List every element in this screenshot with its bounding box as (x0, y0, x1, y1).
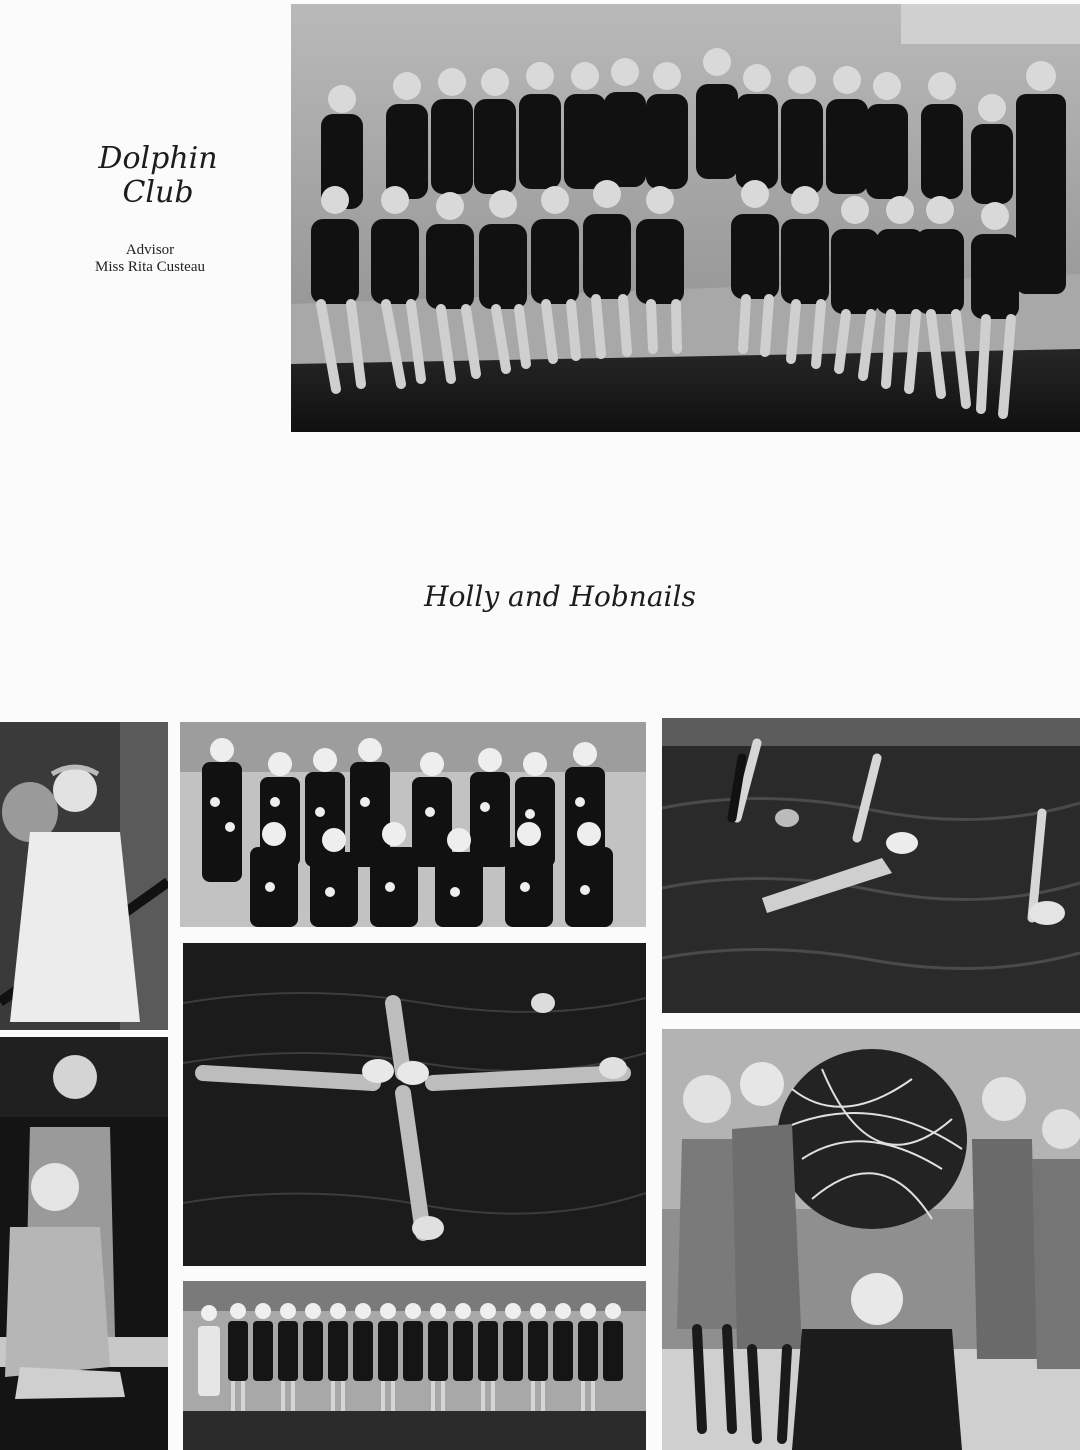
two-swimmers-photo (0, 1037, 168, 1450)
polka-dot-group-photo (180, 722, 646, 927)
club-title (88, 142, 228, 210)
advisor-caption (60, 242, 240, 276)
streamers-photo (662, 1029, 1080, 1450)
advisor-name: Miss Rita Custeau (94, 259, 205, 275)
angel-costume-photo (0, 722, 168, 1030)
advisor-label: Advisor (125, 242, 175, 258)
club-title-line2: Club (122, 175, 194, 210)
floating-formation-photo (183, 943, 646, 1266)
dolphin-club-group-photo (291, 4, 1080, 432)
ballet-legs-photo (662, 718, 1080, 1013)
club-title-line1: Dolphin (98, 141, 218, 176)
section-title: Holly and Hobnails (424, 580, 696, 613)
letters-line-photo (183, 1281, 646, 1450)
